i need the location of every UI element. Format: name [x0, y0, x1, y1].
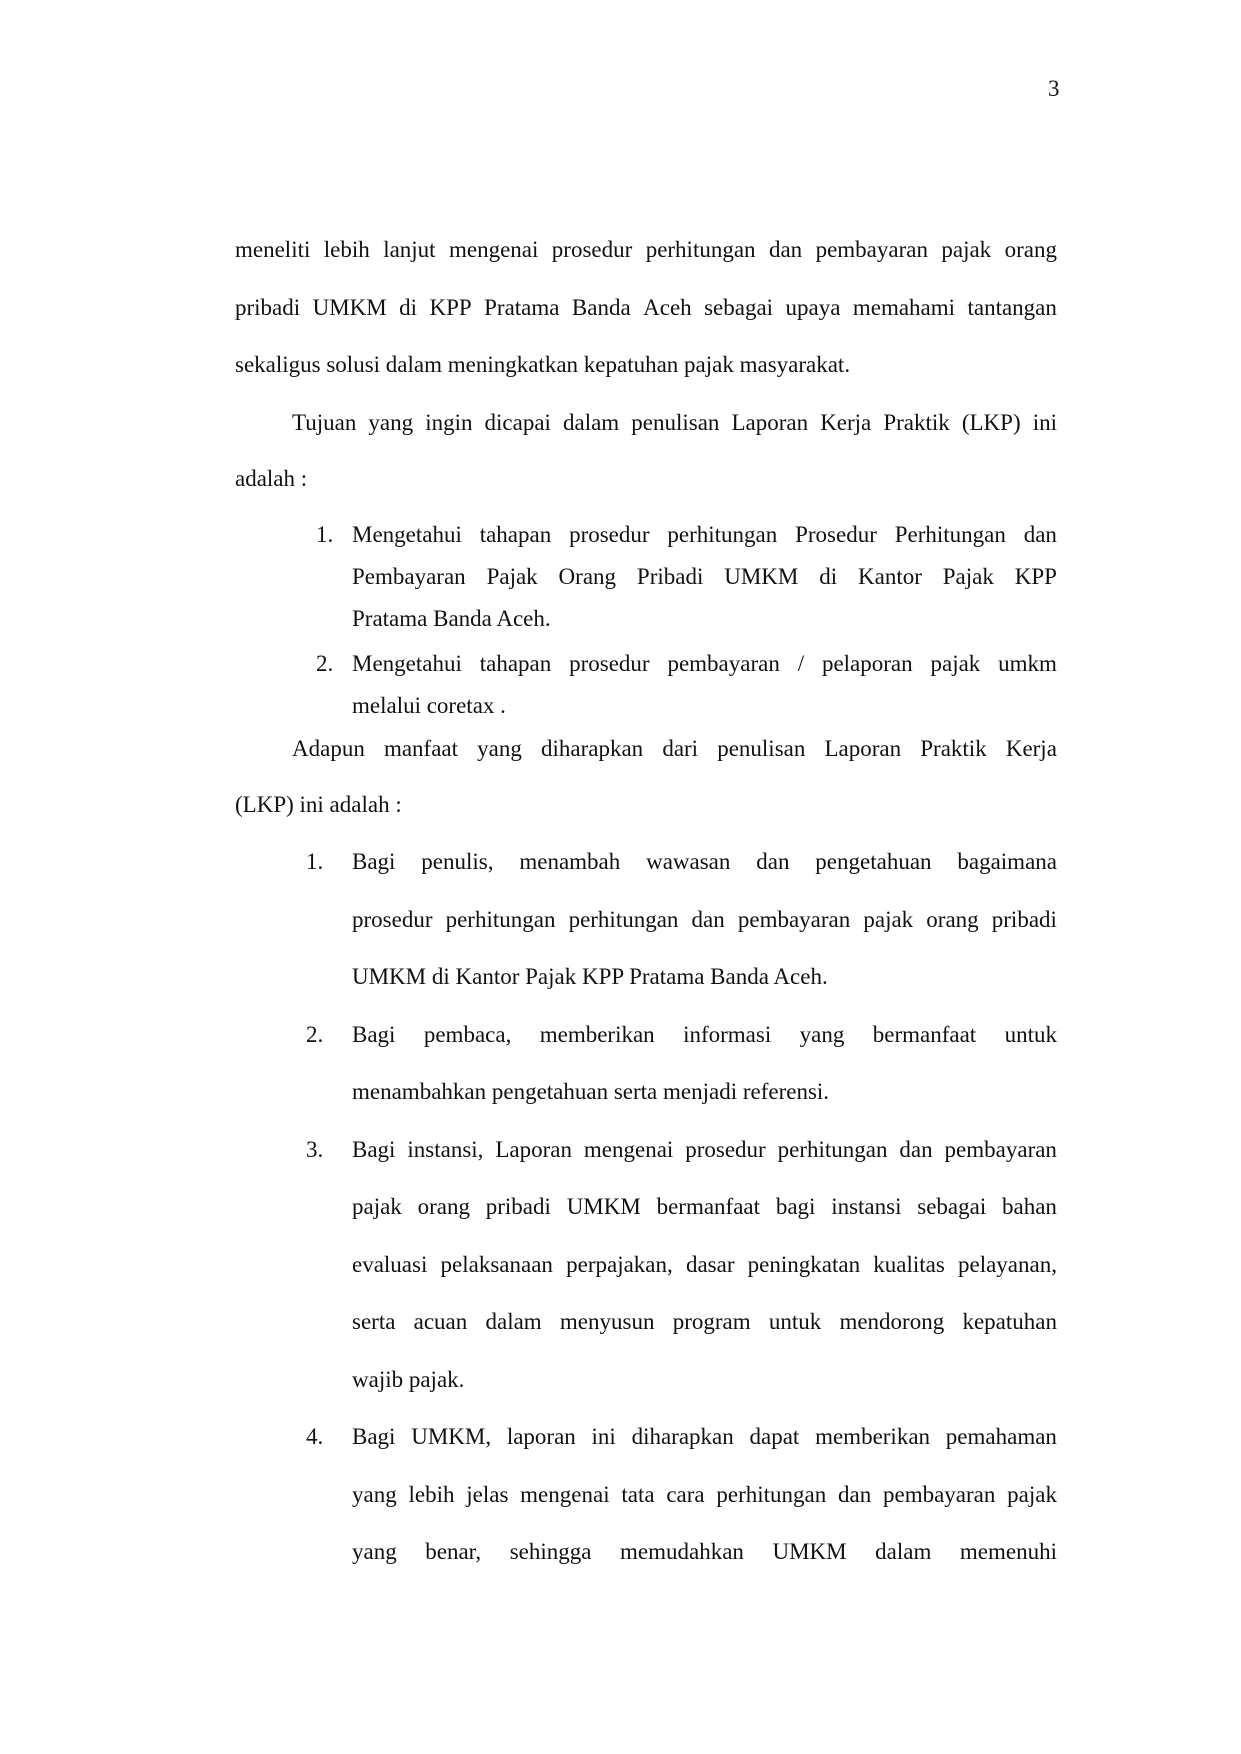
manfaat-intro-line: Adapun manfaat yang diharapkan dari penulisan Laporan Praktik Kerja	[292, 736, 1057, 761]
list-number: 3.	[306, 1137, 324, 1162]
manfaat-item-line: pajak orang pribadi UMKM bermanfaat bagi instansi sebagai bahan	[352, 1194, 1057, 1219]
intro-line: pribadi UMKM di KPP Pratama Banda Aceh sebagai upaya memahami tantangan	[235, 295, 1057, 320]
manfaat-item-line: Bagi pembaca, memberikan informasi yang bermanfaat untuk	[352, 1022, 1057, 1047]
tujuan-intro-line: Tujuan yang ingin dicapai dalam penulisan Laporan Kerja Praktik (LKP) ini	[292, 410, 1057, 435]
manfaat-item-line: wajib pajak.	[352, 1367, 465, 1392]
manfaat-item-line: Bagi UMKM, laporan ini diharapkan dapat memberikan pemahaman	[352, 1424, 1057, 1449]
page-number: 3	[1048, 76, 1060, 101]
intro-line: meneliti lebih lanjut mengenai prosedur perhitungan dan pembayaran pajak orang	[235, 237, 1057, 262]
tujuan-item-line: Pratama Banda Aceh.	[352, 606, 551, 631]
manfaat-item-line: prosedur perhitungan perhitungan dan pembayaran pajak orang pribadi	[352, 907, 1057, 932]
intro-line: sekaligus solusi dalam meningkatkan kepatuhan pajak masyarakat.	[235, 352, 851, 377]
list-number: 1.	[306, 849, 324, 874]
manfaat-item-line: Bagi instansi, Laporan mengenai prosedur perhitungan dan pembayaran	[352, 1137, 1057, 1162]
tujuan-item-line: Mengetahui tahapan prosedur pembayaran / pelaporan pajak umkm	[352, 651, 1057, 676]
manfaat-item-line: UMKM di Kantor Pajak KPP Pratama Banda Aceh.	[352, 964, 828, 989]
manfaat-item-line: serta acuan dalam menyusun program untuk mendorong kepatuhan	[352, 1309, 1057, 1334]
manfaat-item-line: evaluasi pelaksanaan perpajakan, dasar peningkatan kualitas pelayanan,	[352, 1252, 1057, 1277]
list-number: 2.	[316, 651, 334, 676]
manfaat-item-line: menambahkan pengetahuan serta menjadi referensi.	[352, 1079, 830, 1104]
tujuan-item-line: Pembayaran Pajak Orang Pribadi UMKM di Kantor Pajak KPP	[352, 564, 1057, 589]
manfaat-item-line: yang benar, sehingga memudahkan UMKM dalam memenuhi	[352, 1539, 1057, 1564]
list-number: 4.	[306, 1424, 324, 1449]
tujuan-intro-line: adalah :	[235, 466, 308, 491]
tujuan-item-line: melalui coretax .	[352, 693, 506, 718]
manfaat-item-line: Bagi penulis, menambah wawasan dan pengetahuan bagaimana	[352, 849, 1057, 874]
manfaat-intro-line: (LKP) ini adalah :	[235, 792, 402, 817]
manfaat-item-line: yang lebih jelas mengenai tata cara perhitungan dan pembayaran pajak	[352, 1482, 1057, 1507]
list-number: 2.	[306, 1022, 324, 1047]
list-number: 1.	[316, 522, 334, 547]
tujuan-item-line: Mengetahui tahapan prosedur perhitungan Prosedur Perhitungan dan	[352, 522, 1057, 547]
